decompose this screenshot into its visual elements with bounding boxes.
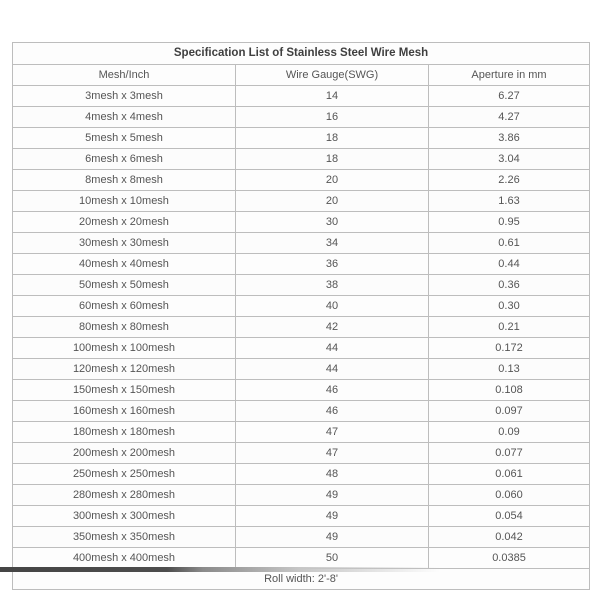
table-cell: 200mesh x 200mesh [13,443,236,464]
table-cell: 44 [236,338,429,359]
table-cell: 36 [236,254,429,275]
table-cell: 0.95 [429,212,590,233]
table-cell: 80mesh x 80mesh [13,317,236,338]
table-cell: 47 [236,443,429,464]
table-cell: 3.86 [429,128,590,149]
table-cell: 400mesh x 400mesh [13,548,236,569]
table-cell: 50mesh x 50mesh [13,275,236,296]
table-row [13,506,590,527]
bottom-shadow-strip [0,567,440,572]
table-cell: 0.21 [429,317,590,338]
table-cell: 0.097 [429,401,590,422]
table-cell: 0.172 [429,338,590,359]
table-row [13,212,590,233]
table-title-row [13,43,590,65]
table-cell: 38 [236,275,429,296]
table-row [13,128,590,149]
table-cell: 300mesh x 300mesh [13,506,236,527]
table-cell: 1.63 [429,191,590,212]
table-cell: 50 [236,548,429,569]
table-cell: 30mesh x 30mesh [13,233,236,254]
table-cell: 18 [236,149,429,170]
table-body [13,86,590,569]
table-row [13,401,590,422]
table-cell: 350mesh x 350mesh [13,527,236,548]
table-row [13,422,590,443]
table-cell: 5mesh x 5mesh [13,128,236,149]
table-row [13,233,590,254]
table-row [13,86,590,107]
table-cell: 120mesh x 120mesh [13,359,236,380]
table-footer: Roll width: 2'-8' [13,569,590,590]
table-cell: 46 [236,401,429,422]
table-cell: 40mesh x 40mesh [13,254,236,275]
table-cell: 0.077 [429,443,590,464]
table-row [13,380,590,401]
table-row [13,359,590,380]
table-cell: 6mesh x 6mesh [13,149,236,170]
table-cell: 150mesh x 150mesh [13,380,236,401]
table-row [13,296,590,317]
table-header-row [13,65,590,86]
table-cell: 0.30 [429,296,590,317]
table-cell: 20 [236,191,429,212]
table-cell: 0.09 [429,422,590,443]
table-cell: 30 [236,212,429,233]
table-row [13,317,590,338]
table-row [13,191,590,212]
table-cell: 0.0385 [429,548,590,569]
table-row [13,107,590,128]
table-row [13,254,590,275]
table-row [13,527,590,548]
table-cell: 16 [236,107,429,128]
table-cell: 2.26 [429,170,590,191]
table-row [13,170,590,191]
table-cell: 44 [236,359,429,380]
table-row [13,485,590,506]
table-cell: 0.060 [429,485,590,506]
table-cell: 3.04 [429,149,590,170]
table-row [13,149,590,170]
table-cell: 0.36 [429,275,590,296]
table-cell: 20mesh x 20mesh [13,212,236,233]
table-cell: 48 [236,464,429,485]
table-cell: 49 [236,485,429,506]
table-title: Specification List of Stainless Steel Wire Mesh [13,43,590,65]
table-cell: 100mesh x 100mesh [13,338,236,359]
table-row [13,443,590,464]
table-cell: 4mesh x 4mesh [13,107,236,128]
table-cell: 8mesh x 8mesh [13,170,236,191]
table-cell: 250mesh x 250mesh [13,464,236,485]
table-cell: 34 [236,233,429,254]
table-row [13,464,590,485]
table-row [13,548,590,569]
table-cell: 180mesh x 180mesh [13,422,236,443]
table-cell: 4.27 [429,107,590,128]
table-cell: 10mesh x 10mesh [13,191,236,212]
table-row [13,275,590,296]
column-header: Wire Gauge(SWG) [236,65,429,86]
table-cell: 0.108 [429,380,590,401]
table-cell: 49 [236,527,429,548]
table-cell: 6.27 [429,86,590,107]
table-cell: 47 [236,422,429,443]
table-cell: 0.054 [429,506,590,527]
table-cell: 280mesh x 280mesh [13,485,236,506]
table-cell: 60mesh x 60mesh [13,296,236,317]
table-cell: 0.61 [429,233,590,254]
table-cell: 46 [236,380,429,401]
table-cell: 20 [236,170,429,191]
table-cell: 0.061 [429,464,590,485]
table-cell: 42 [236,317,429,338]
column-header: Mesh/Inch [13,65,236,86]
table-cell: 160mesh x 160mesh [13,401,236,422]
table-cell: 40 [236,296,429,317]
table-cell: 0.44 [429,254,590,275]
table-cell: 0.042 [429,527,590,548]
table-cell: 3mesh x 3mesh [13,86,236,107]
table-cell: 18 [236,128,429,149]
table-row [13,338,590,359]
table-cell: 0.13 [429,359,590,380]
table-cell: 14 [236,86,429,107]
spec-table [12,42,590,590]
table-cell: 49 [236,506,429,527]
column-header: Aperture in mm [429,65,590,86]
